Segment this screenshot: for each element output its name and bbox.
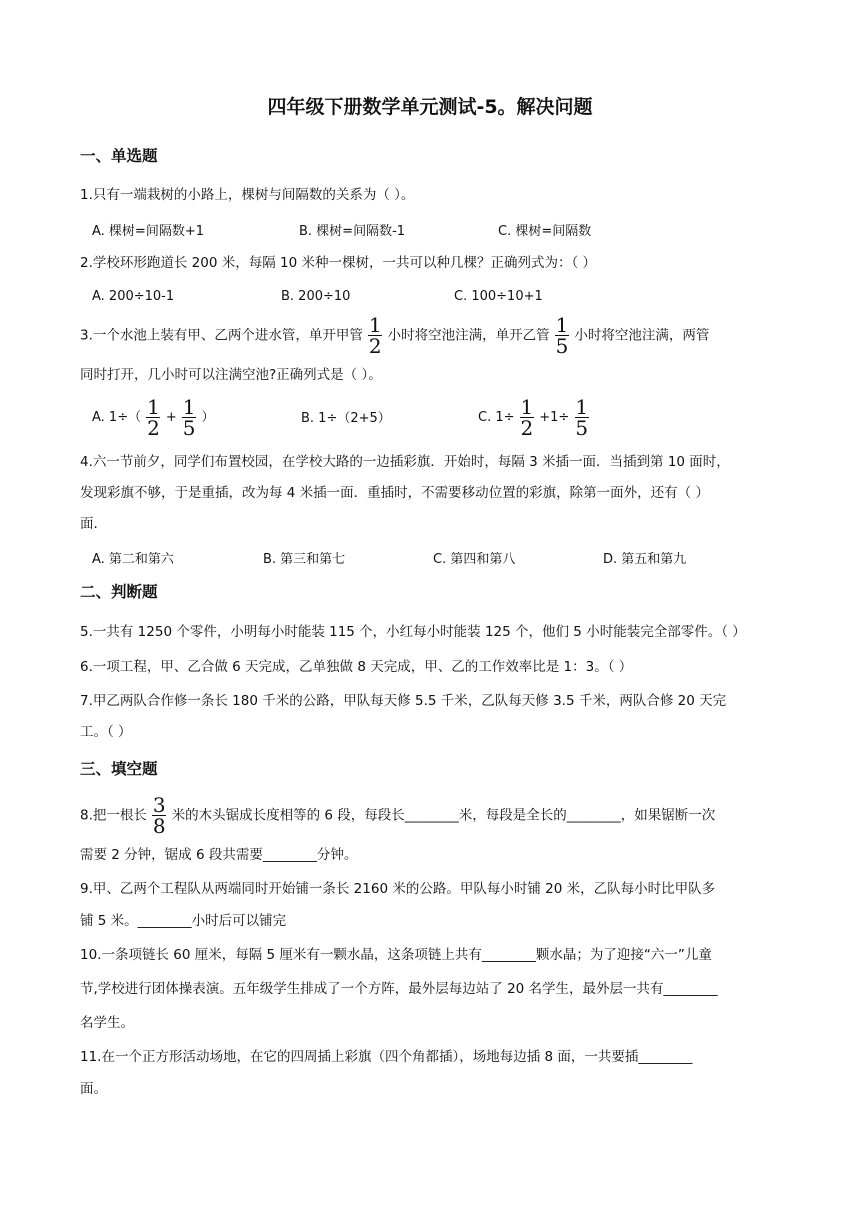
- question-3-text-part-2: 小时将空池注满，单开乙管: [387, 327, 550, 344]
- section-heading-single-choice: 一、单选题: [80, 147, 158, 165]
- fraction-denominator: 8: [152, 814, 166, 838]
- question-8-line-1: [80, 793, 716, 838]
- question-1-text: 1.只有一端栽树的小路上，棵树与间隔数的关系为（ ）。: [80, 187, 415, 203]
- fraction-one-fifth: [181, 395, 198, 440]
- section-heading-true-false: 二、判断题: [80, 583, 158, 601]
- question-8-text-suffix: 米的木头锯成长度相等的 6 段，每段长________米，每段是全长的________，如果锯断一次: [171, 807, 716, 824]
- question-2-option-a: A. 200÷10-1: [92, 289, 175, 304]
- page-title: 四年级下册数学单元测试-5。解决问题: [267, 96, 593, 118]
- question-1-option-b: B. 棵树=间隔数-1: [299, 224, 406, 239]
- fraction-denominator: 5: [182, 416, 196, 440]
- option-a-suffix: ）: [201, 410, 215, 425]
- question-4-line-3: 面.: [80, 516, 98, 532]
- question-7-line-1: 7.甲乙两队合作修一条长 180 千米的公路，甲队每天修 5.5 千米，乙队每天修 3.5 千米，两队合修 20 天完: [80, 693, 727, 709]
- fraction-one-half: [519, 395, 536, 440]
- question-3-line-1: [80, 313, 710, 358]
- question-2-text: 2.学校环形跑道长 200 米，每隔 10 米种一棵树，一共可以种几棵？正确列式为：（ ）: [80, 255, 597, 271]
- fraction-one-half: [367, 313, 384, 358]
- fraction-denominator: 5: [555, 334, 569, 358]
- fraction-numerator: 1: [520, 395, 534, 419]
- question-7-line-2: 工。（ ）: [80, 724, 132, 740]
- question-4-line-1: 4.六一节前夕，同学们布置校园，在学校大路的一边插彩旗．开始时，每隔 3 米插一面．当插到第 10 面时，: [80, 454, 730, 470]
- question-10-line-3: 名学生。: [80, 1015, 134, 1031]
- question-4-line-2: 发现彩旗不够，于是重插，改为每 4 米插一面．重插时，不需要移动位置的彩旗，除第一面外，还有（ ）: [80, 485, 709, 501]
- fraction-one-fifth: [554, 313, 571, 358]
- question-10-line-1: 10.一条项链长 60 厘米，每隔 5 厘米有一颗水晶，这条项链上共有________颗水晶；为了迎接“六一”儿童: [80, 947, 712, 963]
- fraction-one-fifth: [573, 395, 590, 440]
- question-10-line-2: 节,学校进行团体操表演。五年级学生排成了一个方阵，最外层每边站了 20 名学生，最外层一共有________: [80, 981, 718, 997]
- question-4-option-c: C. 第四和第八: [433, 552, 516, 567]
- fraction-numerator: 1: [555, 313, 569, 337]
- question-5-text: 5.一共有 1250 个零件，小明每小时能装 115 个，小红每小时能装 125 个，他们 5 小时能装完全部零件。（ ）: [80, 624, 746, 640]
- section-heading-fill-in: 三、填空题: [80, 760, 158, 778]
- fraction-denominator: 2: [368, 334, 382, 358]
- fraction-numerator: 1: [182, 395, 196, 419]
- fraction-denominator: 5: [575, 416, 589, 440]
- question-4-option-d: D. 第五和第九: [603, 552, 687, 567]
- question-2-option-b: B. 200÷10: [281, 289, 351, 304]
- question-1-option-c: C. 棵树=间隔数: [498, 224, 592, 239]
- fraction-numerator: 1: [575, 395, 589, 419]
- fraction-numerator: 1: [147, 395, 160, 419]
- fraction-numerator: 3: [152, 793, 166, 817]
- option-a-prefix: A. 1÷（: [92, 410, 142, 425]
- question-3-text-part-1: 3.一个水池上装有甲、乙两个进水管，单开甲管: [80, 327, 363, 344]
- question-11-line-1: 11.在一个正方形活动场地，在它的四周插上彩旗（四个角都插），场地每边插 8 面，一共要插________: [80, 1049, 693, 1065]
- question-3-option-c: [478, 395, 594, 440]
- question-9-line-1: 9.甲、乙两个工程队从两端同时开始铺一条长 2160 米的公路。甲队每小时铺 20 米，乙队每小时比甲队多: [80, 881, 716, 897]
- question-9-line-2: 铺 5 米。________小时后可以铺完: [80, 913, 287, 929]
- option-c-middle: +1÷: [539, 410, 570, 425]
- fraction-denominator: 2: [147, 416, 160, 440]
- fraction-denominator: 2: [520, 416, 534, 440]
- question-3-option-b: B. 1÷（2+5）: [301, 411, 391, 426]
- question-1-option-a: A. 棵树=间隔数+1: [92, 224, 204, 239]
- question-4-option-b: B. 第三和第七: [263, 552, 346, 567]
- question-4-option-a: A. 第二和第六: [92, 552, 174, 567]
- fraction-numerator: 1: [368, 313, 382, 337]
- question-2-option-c: C. 100÷10+1: [454, 289, 543, 304]
- option-a-plus: +: [165, 410, 177, 425]
- option-c-prefix: C. 1÷: [478, 410, 515, 425]
- fraction-one-half: [145, 395, 162, 440]
- question-8-line-2: 需要 2 分钟，锯成 6 段共需要________分钟。: [80, 847, 358, 863]
- question-3-text-part-3: 小时将空池注满，两管: [574, 327, 710, 344]
- fraction-three-eighths: [151, 793, 168, 838]
- question-11-line-2: 面。: [80, 1081, 107, 1097]
- question-8-text-prefix: 8.把一根长: [80, 807, 147, 824]
- question-3-line-2: 同时打开，几小时可以注满空池?正确列式是（ ）。: [80, 367, 382, 383]
- question-6-text: 6.一项工程，甲、乙合做 6 天完成，乙单独做 8 天完成，甲、乙的工作效率比是 1：3。（ ）: [80, 659, 633, 675]
- question-3-option-a: [92, 395, 215, 440]
